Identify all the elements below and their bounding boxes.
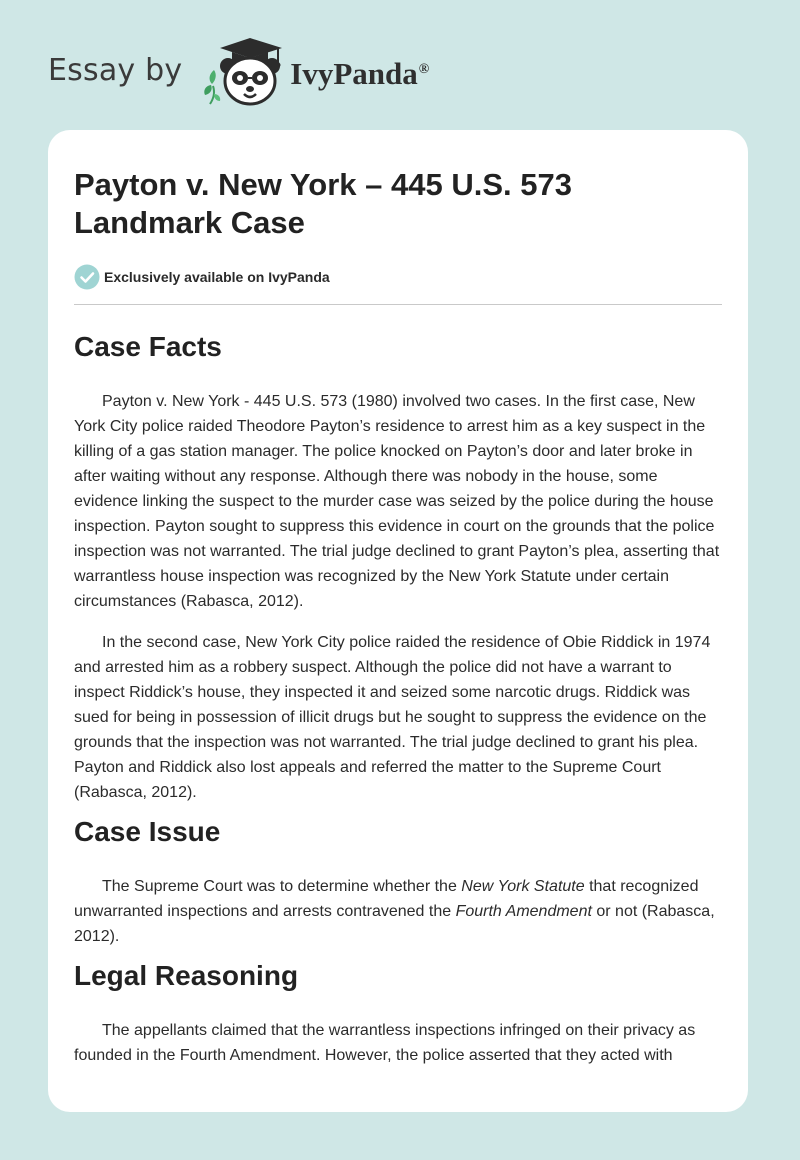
page-title: Payton v. New York – 445 U.S. 573 Landmark Case: [74, 167, 572, 240]
essay-card: [48, 130, 748, 1112]
site-header: [48, 34, 429, 110]
section-heading-legal-reasoning: Legal Reasoning: [74, 960, 299, 991]
brand-name[interactable]: [290, 56, 429, 92]
case-issue-paragraph: [74, 874, 722, 949]
case-issue-text-3: or not (Rabasca, 2012).: [74, 903, 715, 945]
exclusive-badge: [74, 264, 722, 290]
section-heading-case-facts: Case Facts: [74, 331, 222, 362]
legal-reasoning-paragraph: The appellants claimed that the warrantless inspections infringed on their privacy as founded in the Fourth Amendment. However, the police asserted that they acted with: [74, 1022, 696, 1064]
check-badge-icon: [74, 264, 100, 290]
essay-by-label: Essay by: [48, 52, 183, 88]
case-issue-emphasis-statute: New York Statute: [461, 878, 585, 895]
case-facts-paragraph-2: In the second case, New York City police raided the residence of Obie Riddick in 1974 and arrested him as a robbery suspect. Although the police did not have a warrant to inspect Riddick’s house, they inspected it and seized some narcotic drugs. Riddick was sued for being in possession of illicit drugs but he sought to suppress the evidence on the grounds that the inspection was not warranted. The trial judge declined to grant his plea. Payton and Riddick also lost appeals and referred the matter to the Supreme Court (Rabasca, 2012).: [74, 634, 711, 801]
case-issue-emphasis-amendment: Fourth Amendment: [455, 903, 592, 920]
brand-name-text: IvyPanda: [290, 56, 418, 91]
panda-graduate-icon[interactable]: [198, 34, 288, 110]
divider: [74, 304, 722, 305]
section-heading-case-issue: Case Issue: [74, 816, 221, 847]
ivy-leaf-icon: [205, 70, 221, 104]
exclusive-label: Exclusively available on IvyPanda: [104, 269, 330, 285]
registered-mark: ®: [418, 61, 430, 77]
case-issue-text-1: The Supreme Court was to determine whether the: [102, 878, 462, 895]
case-facts-paragraph-1: Payton v. New York - 445 U.S. 573 (1980) involved two cases. In the first case, New York City police raided Theodore Payton’s residence to arrest him as a key suspect in the killing of a gas station manager. The police knocked on Payton’s door and later broke in after waiting without any response. Although there was nobody in the house, some evidence linking the suspect to the murder case was seized by the police during the house inspection. Payton sought to suppress this evidence in court on the grounds that the police inspection was not warranted. The trial judge declined to grant Payton’s plea, asserting that warrantless house inspection was recognized by the New York Statute under certain circumstances (Rabasca, 2012).: [74, 393, 720, 610]
case-issue-text-2: that recognized unwarranted inspections and arrests contravened the: [74, 878, 699, 920]
